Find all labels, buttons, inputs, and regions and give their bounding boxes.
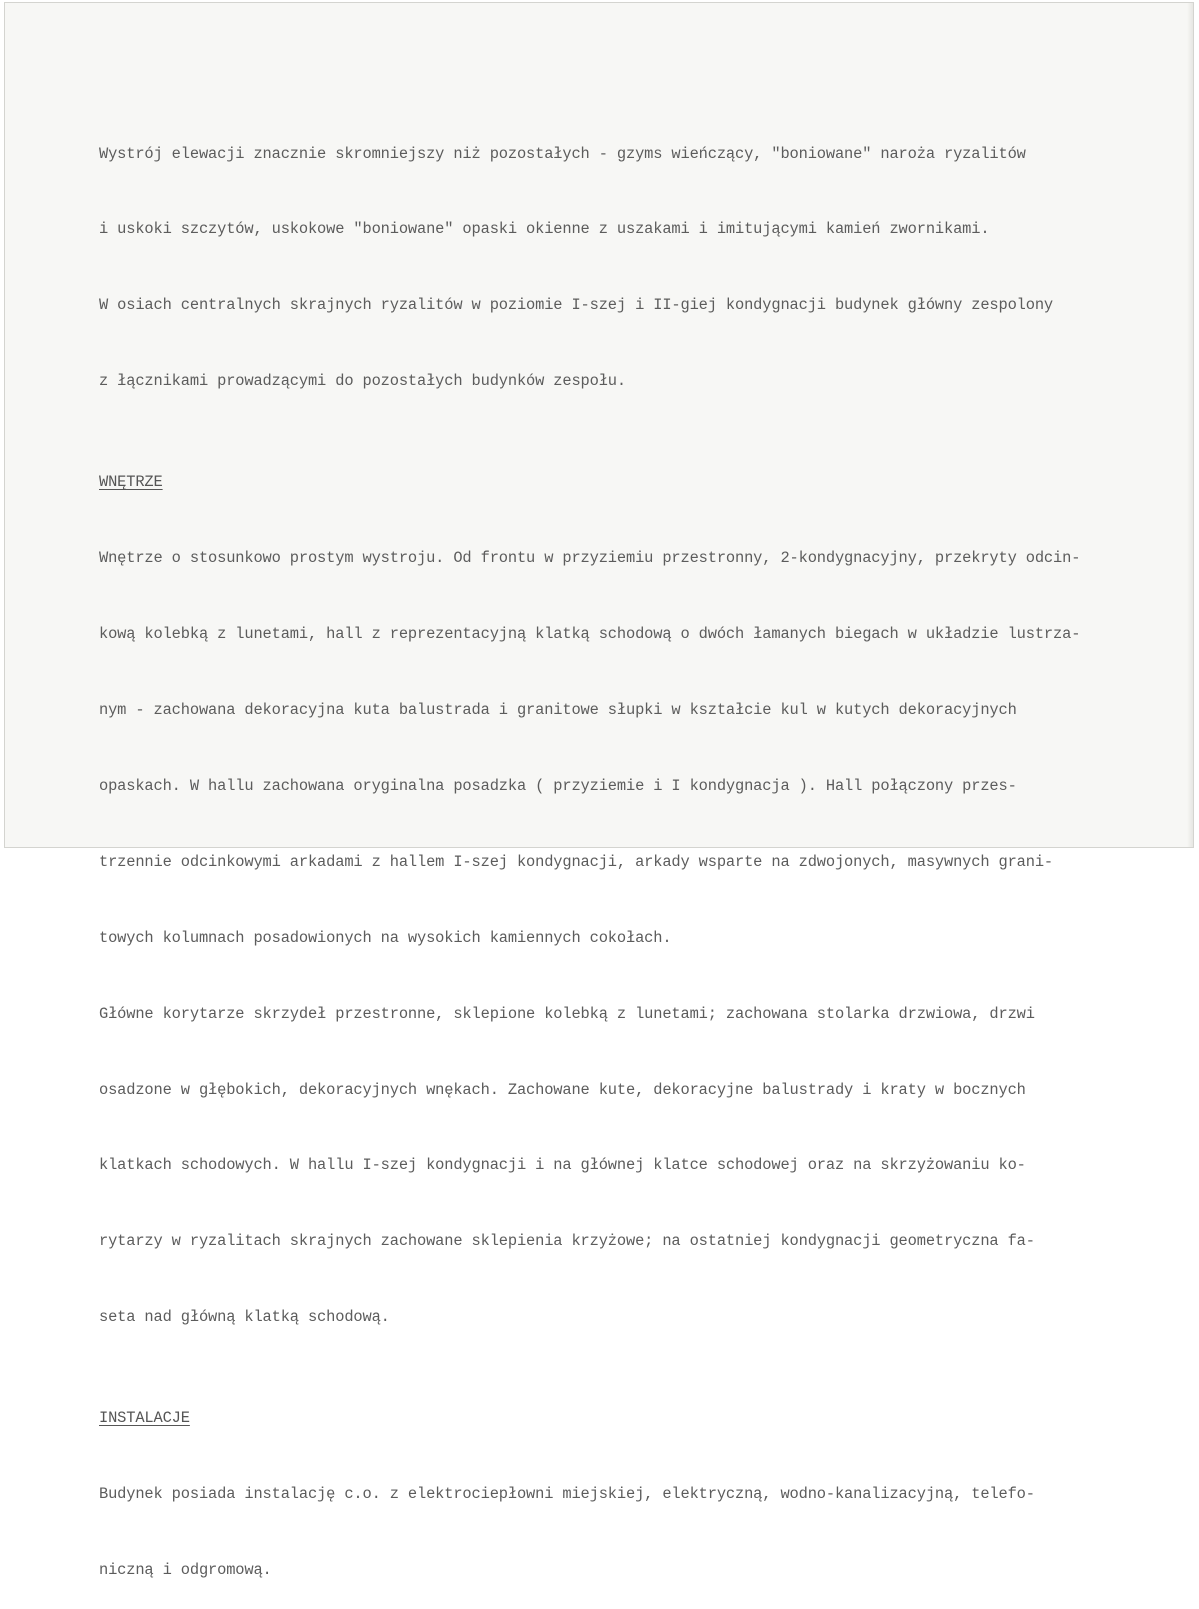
section-heading-line (99, 1406, 1184, 1431)
text-line: Wystrój elewacji znacznie skromniejszy niż pozostałych - gzyms wieńczący, "boniowane" naroża ryzalitów (99, 144, 1026, 163)
text-line: osadzone w głębokich, dekoracyjnych wnękach. Zachowane kute, dekoracyjne balustrady i kraty w bocznych (99, 1080, 1026, 1099)
text-line: kową kolebką z lunetami, hall z reprezentacyjną klatką schodową o dwóch łamanych biegach w układzie lustrza- (99, 625, 1081, 644)
text-line: z łącznikami prowadzącymi do pozostałych budynków zespołu. (99, 372, 626, 391)
text-line: seta nad główną klatką schodową. (99, 1308, 390, 1327)
section-heading-line (99, 470, 1184, 495)
section-heading-installations: INSTALACJE (99, 1409, 190, 1428)
text-line: rytarzy w ryzalitach skrajnych zachowane sklepienia krzyżowe; na ostatniej kondygnacji geometryczna fa- (99, 1232, 1035, 1251)
text-line: Główne korytarze skrzydeł przestronne, sklepione kolebką z lunetami; zachowana stolarka drzwiowa, drzwi (99, 1004, 1035, 1023)
text-line: Budynek posiada instalację c.o. z elektrociepłowni miejskiej, elektryczną, wodno-kanalizacyjną, telefo- (99, 1485, 1035, 1504)
text-line: klatkach schodowych. W hallu I-szej kondygnacji i na głównej klatce schodowej oraz na skrzyżowaniu ko- (99, 1156, 1026, 1175)
text-line: i uskoki szczytów, uskokowe "boniowane" opaski okienne z uszakami i imitującymi kamień zwornikami. (99, 220, 990, 239)
text-line: niczną i odgromową. (99, 1561, 272, 1580)
text-line: Wnętrze o stosunkowo prostym wystroju. Od frontu w przyziemiu przestronny, 2-kondygnacyjny, przekryty odcin- (99, 549, 1081, 568)
text-line: towych kolumnach posadowionych na wysokich kamiennych cokołach. (99, 928, 672, 947)
text-line: nym - zachowana dekoracyjna kuta balustrada i granitowe słupki w kształcie kul w kutych dekoracyjnych (99, 701, 1017, 720)
text-line: W osiach centralnych skrajnych ryzalitów w poziomie I-szej i II-giej kondygnacji budynek główny zespolony (99, 296, 1054, 315)
page-edge-shadow (1187, 3, 1193, 847)
typescript-text (99, 91, 1184, 1609)
text-line: trzennie odcinkowymi arkadami z hallem I-szej kondygnacji, arkady wsparte na zdwojonych, masywnych grani- (99, 852, 1054, 871)
text-line: opaskach. W hallu zachowana oryginalna posadzka ( przyziemie i I kondygnacja ). Hall połączony przes- (99, 777, 1017, 796)
section-heading-interior: WNĘTRZE (99, 473, 163, 492)
